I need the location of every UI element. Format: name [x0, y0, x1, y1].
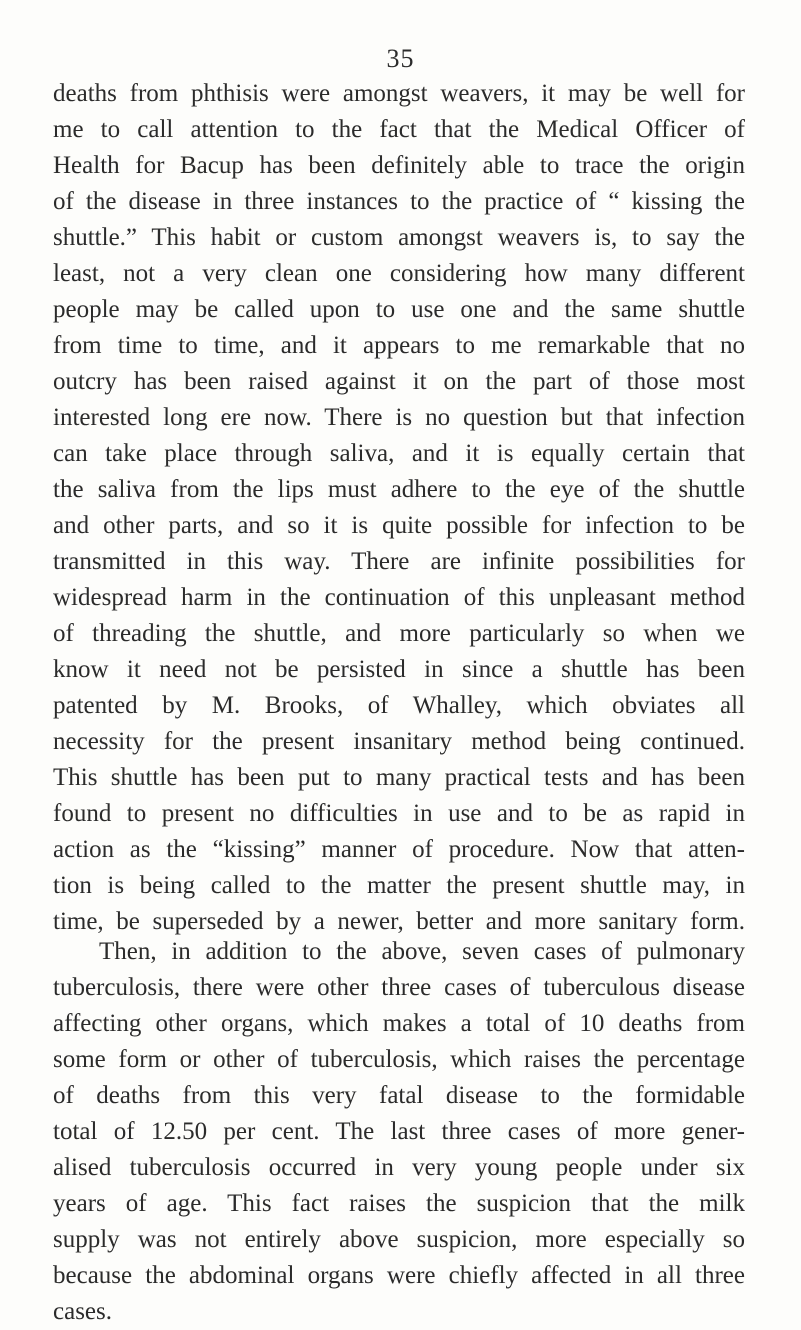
text-line: know it need not be persisted in since a shuttle has been: [53, 656, 745, 683]
text-line: found to present no difficulties in use and to be as rapid in: [53, 800, 745, 827]
text-line: widespread harm in the continuation of this unpleasant method: [53, 584, 745, 611]
text-line: years of age. This fact raises the suspicion that the milk: [53, 1190, 745, 1217]
text-line: interested long ere now. There is no question but that infection: [53, 404, 745, 431]
text-line: tion is being called to the matter the present shuttle may, in: [53, 872, 745, 899]
text-line: can take place through saliva, and it is equally certain that: [53, 440, 745, 467]
paragraph-2: [53, 934, 745, 1330]
text-line: necessity for the present insanitary method being continued.: [53, 728, 745, 755]
text-line: cases.: [53, 1298, 112, 1325]
text-line: of threading the shuttle, and more particularly so when we: [53, 620, 745, 647]
text-line: alised tuberculosis occurred in very young people under six: [53, 1154, 745, 1181]
text-line: and other parts, and so it is quite possible for infection to be: [53, 512, 745, 539]
text-line: affecting other organs, which makes a total of 10 deaths from: [53, 1010, 745, 1037]
text-line: shuttle.” This habit or custom amongst weavers is, to say the: [53, 224, 745, 251]
text-line: people may be called upon to use one and the same shuttle: [53, 296, 745, 323]
text-line: because the abdominal organs were chiefly affected in all three: [53, 1262, 745, 1289]
text-line: the saliva from the lips must adhere to the eye of the shuttle: [53, 476, 745, 503]
text-line: supply was not entirely above suspicion, more especially so: [53, 1226, 745, 1253]
text-line: transmitted in this way. There are infinite possibilities for: [53, 548, 745, 575]
text-line: me to call attention to the fact that the Medical Officer of: [53, 116, 745, 143]
text-line: action as the “kissing” manner of procedure. Now that atten-: [53, 836, 745, 863]
text-line: of the disease in three instances to the practice of “ kissing the: [53, 188, 745, 215]
text-line: outcry has been raised against it on the part of those most: [53, 368, 745, 395]
text-line: This shuttle has been put to many practical tests and has been: [53, 764, 745, 791]
text-line: from time to time, and it appears to me remarkable that no: [53, 332, 745, 359]
text-line: Health for Bacup has been definitely able to trace the origin: [53, 152, 745, 179]
text-line: time, be superseded by a newer, better and more sanitary form.: [53, 908, 745, 935]
text-line: some form or other of tuberculosis, which raises the percentage: [53, 1046, 745, 1073]
text-line: deaths from phthisis were amongst weavers, it may be well for: [53, 80, 745, 107]
text-line: of deaths from this very fatal disease to the formidable: [53, 1082, 745, 1109]
text-line: least, not a very clean one considering how many different: [53, 260, 745, 287]
text-line: tuberculosis, there were other three cases of tuberculous disease: [53, 974, 745, 1001]
text-line: total of 12.50 per cent. The last three cases of more gener-: [53, 1118, 745, 1145]
text-line: Then, in addition to the above, seven cases of pulmonary: [99, 938, 745, 965]
page-number: 35: [386, 44, 415, 73]
paragraph-1: [53, 76, 745, 940]
text-line: patented by M. Brooks, of Whalley, which obviates all: [53, 692, 745, 719]
